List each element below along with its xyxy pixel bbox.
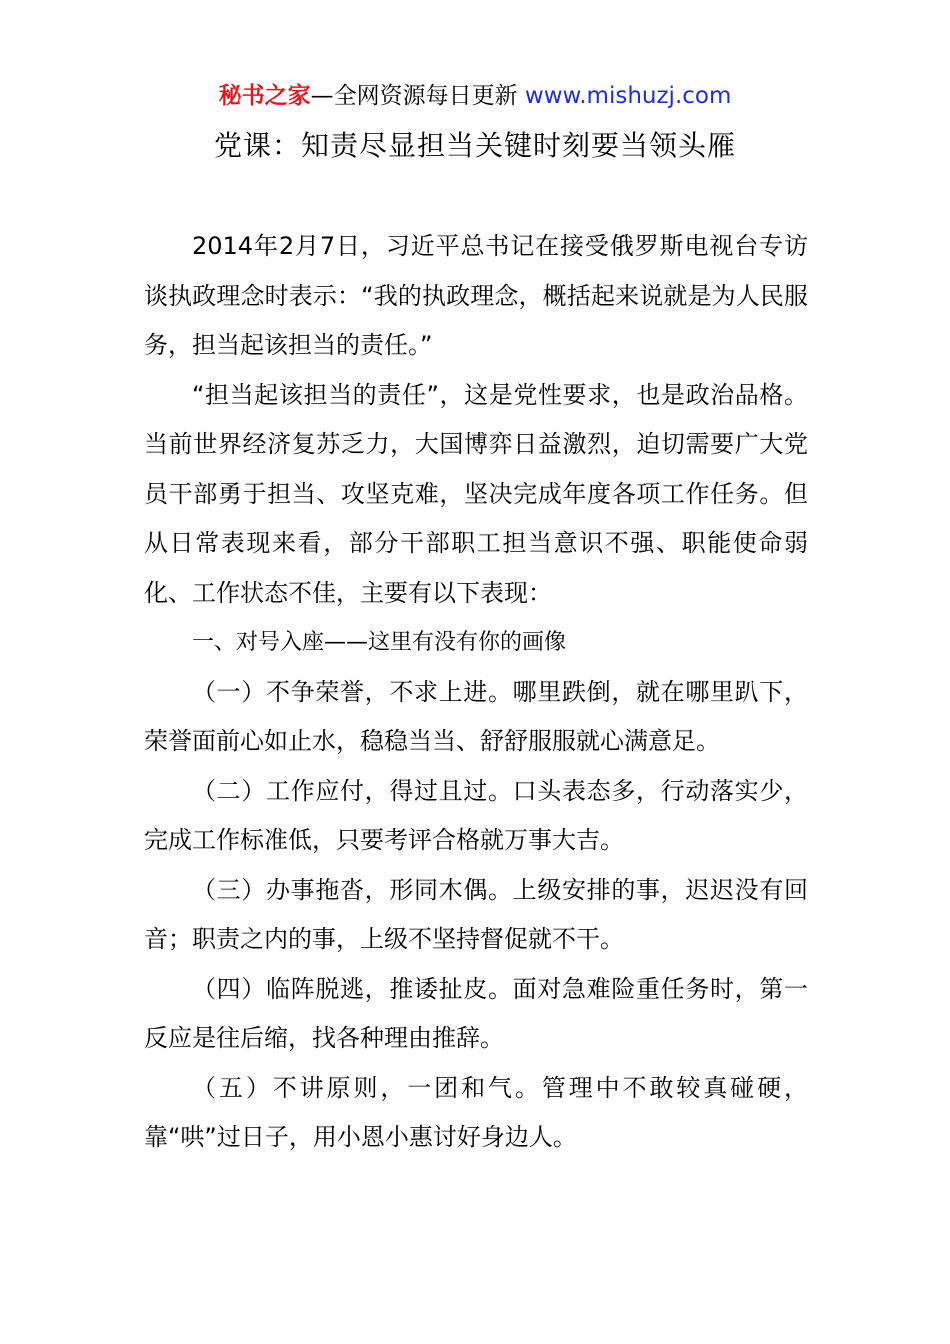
site-brand: 秘书之家 <box>218 83 311 109</box>
paragraph-item-2: （二）工作应付，得过且过。口头表态多，行动落实少，完成工作标准低，只要考评合格就万事大吉。 <box>144 776 808 854</box>
paragraph-context: “担当起该担当的责任”，这是党性要求，也是政治品格。当前世界经济复苏乏力，大国博弈日益激烈，迫切需要广大党员干部勇于担当、攻坚克难，坚决完成年度各项工作任务。但从日常表现来看，部分干部职工担当意识不强、职能使命弱化、工作状态不佳，主要有以下表现： <box>144 380 808 607</box>
paragraph-item-4: （四）临阵脱逃，推诿扯皮。面对急难险重任务时，第一反应是往后缩，找各种理由推辞。 <box>144 974 808 1052</box>
document-body <box>144 222 808 1163</box>
paragraph-item-5: （五）不讲原则，一团和气。管理中不敢较真碰硬，靠“哄”过日子，用小恩小惠讨好身边人。 <box>144 1073 808 1151</box>
paragraph-intro: 2014年2月7日，习近平总书记在接受俄罗斯电视台专访谈执政理念时表示：“我的执政理念，概括起来说就是为人民服务，担当起该担当的责任。” <box>144 232 808 359</box>
document-title: 党课：知责尽显担当关键时刻要当领头雁 <box>213 129 736 162</box>
site-header <box>0 80 950 112</box>
site-url-link[interactable]: www.mishuzj.com <box>524 83 732 109</box>
site-slogan: —全网资源每日更新 <box>310 83 525 109</box>
paragraph-item-3: （三）办事拖沓，形同木偶。上级安排的事，迟迟没有回音；职责之内的事，上级不坚持督促就不干。 <box>144 875 808 953</box>
section-heading: 一、对号入座——这里有没有你的画像 <box>192 630 567 655</box>
paragraph-item-1: （一）不争荣誉，不求上进。哪里跌倒，就在哪里趴下，荣誉面前心如止水，稳稳当当、舒舒服服就心满意足。 <box>144 677 808 755</box>
